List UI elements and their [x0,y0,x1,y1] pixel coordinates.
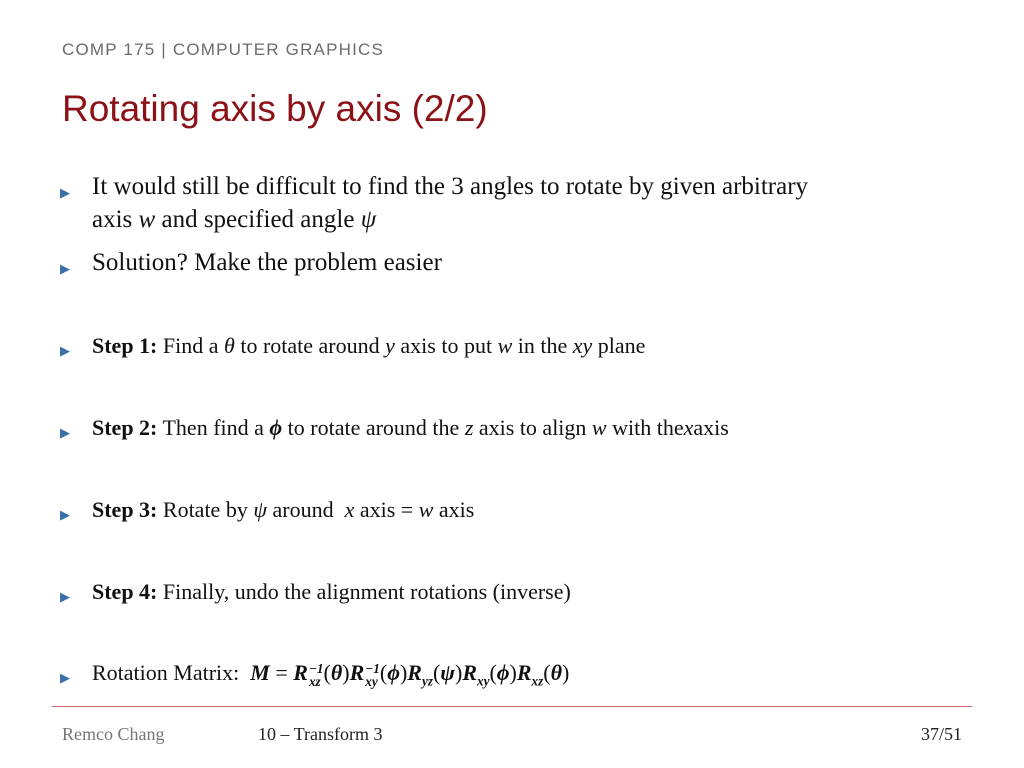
bullet-arrow-icon: ▶ [60,262,70,277]
bullet-arrow-icon: ▶ [60,590,70,605]
slide-title: Rotating axis by axis (2/2) [62,88,488,129]
bullet-arrow-icon: ▶ [60,344,70,359]
bullet-arrow-icon: ▶ [60,186,70,201]
bullet-arrow-icon: ▶ [60,671,70,686]
footer-divider [52,706,972,707]
bullet-arrow-icon: ▶ [60,426,70,441]
footer-page-number: 37/51 [920,724,962,744]
rotation-matrix-formula: Rotation Matrix: M = R −1 xz (θ)R −1 xy $(\phi)R_{yz}(\psi)R_{xy}(\phi)R_{xz}(\theta)$ [92,660,570,689]
bullet-text: Solution? Make the problem easier [92,249,442,276]
bullet-text: It would still be difficult to find the 3 angles to rotate by given arbitrary axis w and specified angle ψ [92,173,809,233]
footer-lecture: 10 – Transform 3 [258,724,383,744]
footer-author: Remco Chang [62,724,165,744]
bullet-arrow-icon: ▶ [60,508,70,523]
course-header: COMP 175 | COMPUTER GRAPHICS [62,40,385,59]
